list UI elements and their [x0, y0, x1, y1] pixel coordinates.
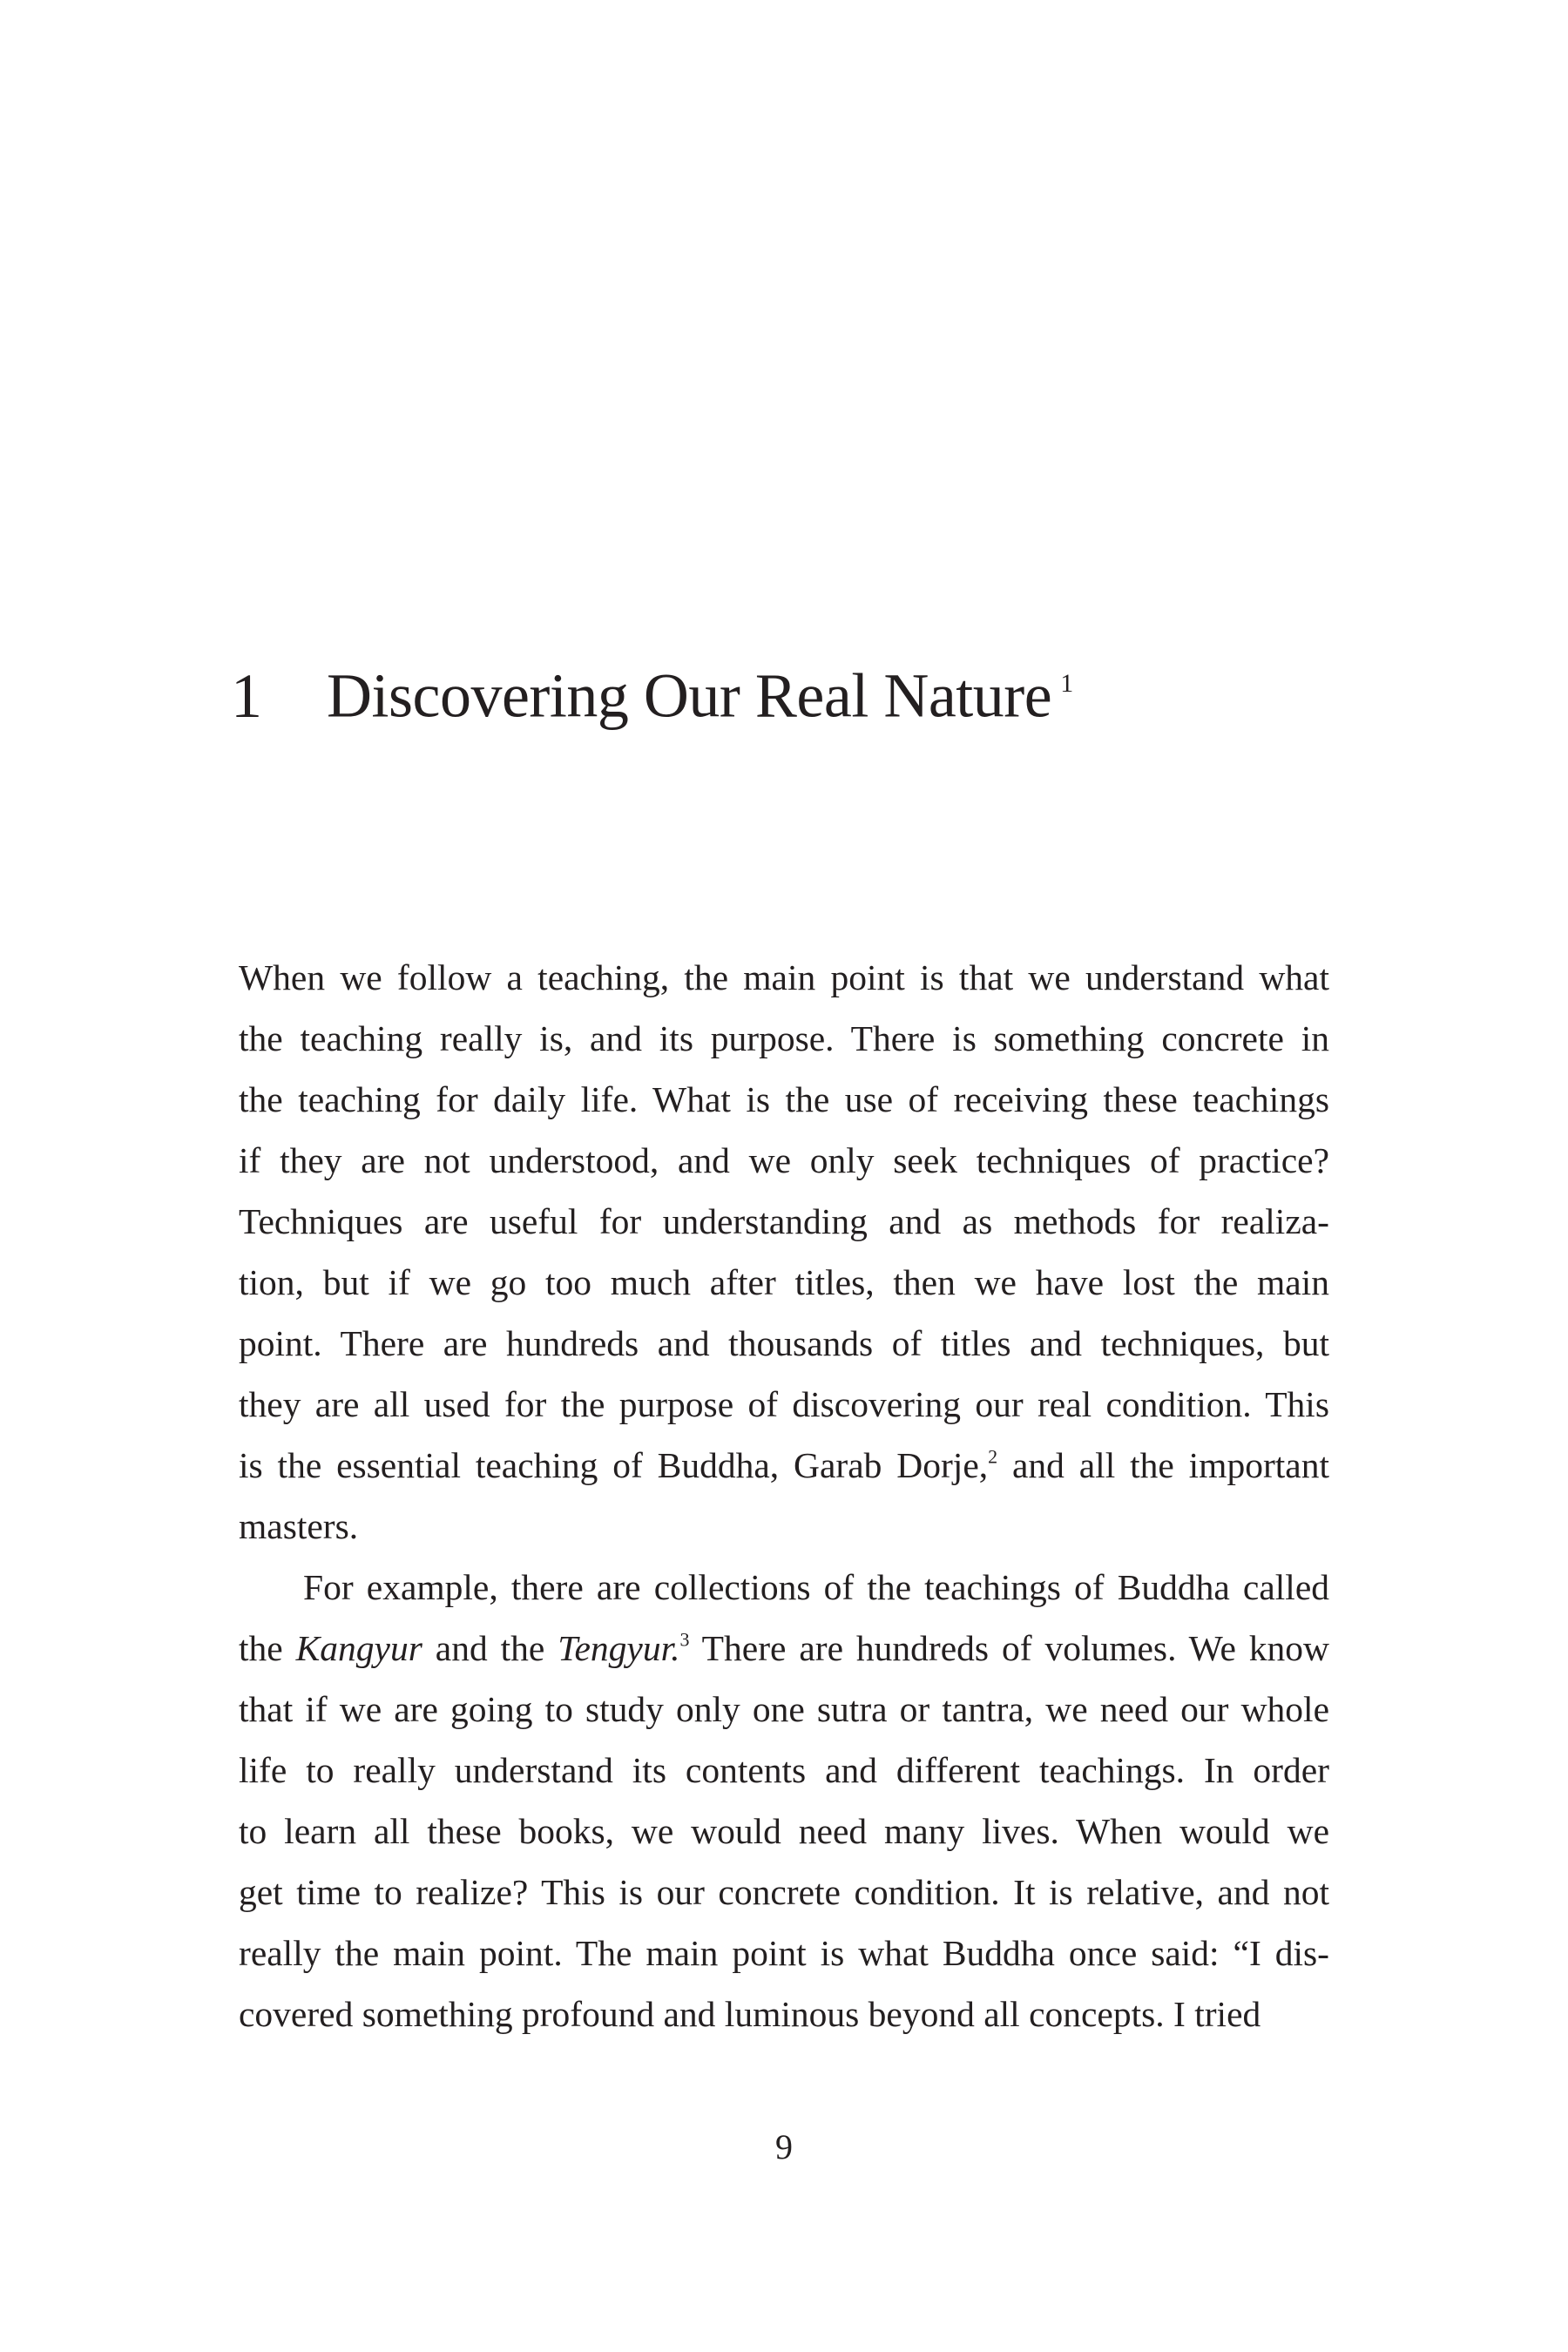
- text-line: When we follow a teaching, the main point is that we understand what: [239, 957, 1329, 997]
- paragraph: [239, 1557, 1329, 2044]
- text-line: that if we are going to study only one sutra or tantra, we need our whole: [239, 1689, 1329, 1729]
- chapter-title: Discovering Our Real Nature: [327, 660, 1052, 731]
- footnote-ref: 3: [679, 1628, 690, 1651]
- italic-title: Kangyur: [295, 1628, 422, 1668]
- text-line: For example, there are collections of the teachings of Buddha called: [303, 1567, 1329, 1607]
- text-line: life to really understand its contents and different teachings. In order: [239, 1750, 1329, 1790]
- page-number: 9: [775, 2127, 793, 2166]
- paragraph: [239, 947, 1329, 1557]
- chapter-heading: [231, 645, 1073, 735]
- body-text: [239, 947, 1329, 2044]
- text-line: to learn all these books, we would need many lives. When would we: [239, 1811, 1329, 1851]
- text-line: masters.: [239, 1506, 359, 1546]
- chapter-title-note-ref: 1: [1060, 669, 1073, 698]
- text-line: point. There are hundreds and thousands of titles and techniques, but: [239, 1323, 1329, 1363]
- text-line: they are all used for the purpose of discovering our real condition. This: [239, 1384, 1329, 1424]
- text-line: tion, but if we go too much after titles, then we have lost the main: [239, 1262, 1329, 1302]
- text-line: get time to realize? This is our concrete condition. It is relative, and not: [239, 1872, 1329, 1912]
- italic-title: Tengyur.: [558, 1628, 680, 1668]
- text-line: Techniques are useful for understanding and as methods for realiza-: [239, 1201, 1329, 1241]
- text-line: really the main point. The main point is what Buddha once said: “I dis-: [239, 1933, 1329, 1973]
- text-line: is the essential teaching of Buddha, Garab Dorje,$^2$ and all the important: [239, 1445, 1329, 1485]
- text-line: if they are not understood, and we only seek techniques of practice?: [239, 1140, 1329, 1180]
- chapter-number: 1: [231, 660, 262, 731]
- text-line: the teaching for daily life. What is the use of receiving these teachings: [239, 1079, 1329, 1119]
- footnote-ref: 2: [988, 1445, 998, 1468]
- text-line: the Kangyur and the Tengyur.$^3$ There are hundreds of volumes. We know: [239, 1628, 1329, 1668]
- text-line: covered something profound and luminous beyond all concepts. I tried: [239, 1994, 1261, 2034]
- text-line: the teaching really is, and its purpose. There is something concrete in: [239, 1018, 1329, 1058]
